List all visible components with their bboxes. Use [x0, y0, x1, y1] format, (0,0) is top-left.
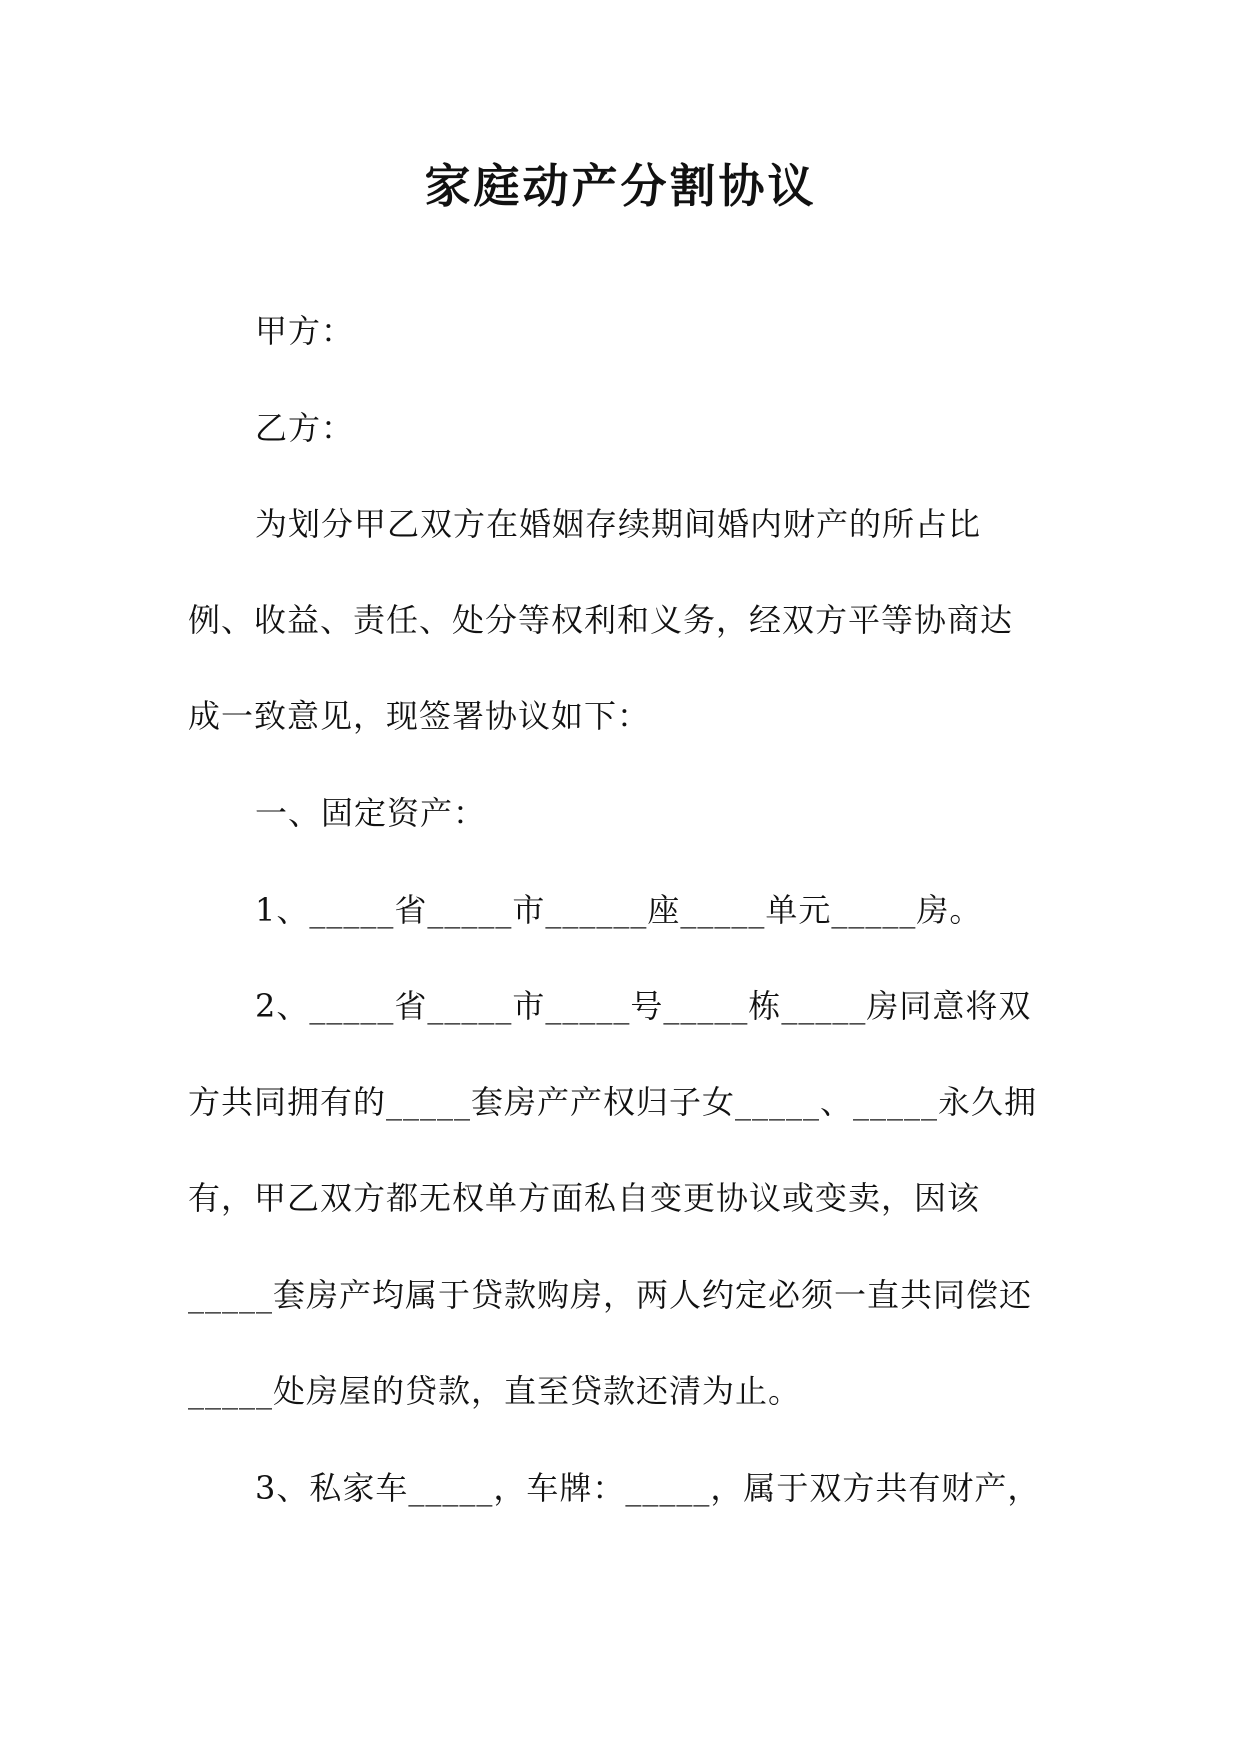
party-b-line: 乙方： [255, 409, 355, 447]
preamble-line-3: 成一致意见，现签署协议如下： [188, 697, 651, 735]
party-a-line: 甲方： [255, 312, 355, 350]
document-title: 家庭动产分割协议 [424, 159, 817, 213]
clause-2-line-5: _____处房屋的贷款，直至贷款还清为止。 [188, 1372, 802, 1410]
clause-2-line-3: 有，甲乙双方都无权单方面私自变更协议或变卖，因该 [188, 1179, 981, 1217]
clause-1-line: 1、_____省_____市______座_____单元_____房。 [255, 891, 983, 929]
clause-2-line-1: 2、_____省_____市_____号_____栋_____房同意将双 [255, 987, 1032, 1025]
section-fixed-assets-heading: 一、固定资产： [255, 794, 487, 832]
clause-2-line-4: _____套房产均属于贷款购房，两人约定必须一直共同偿还 [188, 1276, 1033, 1314]
preamble-line-2: 例、收益、责任、处分等权利和义务，经双方平等协商达 [188, 601, 1014, 639]
clause-2-line-2: 方共同拥有的_____套房产产权归子女_____、_____永久拥 [188, 1083, 1038, 1121]
clause-3-line-1: 3、私家车_____，车牌：_____，属于双方共有财产， [255, 1469, 1041, 1507]
preamble-line-1: 为划分甲乙双方在婚姻存续期间婚内财产的所占比 [255, 505, 982, 543]
